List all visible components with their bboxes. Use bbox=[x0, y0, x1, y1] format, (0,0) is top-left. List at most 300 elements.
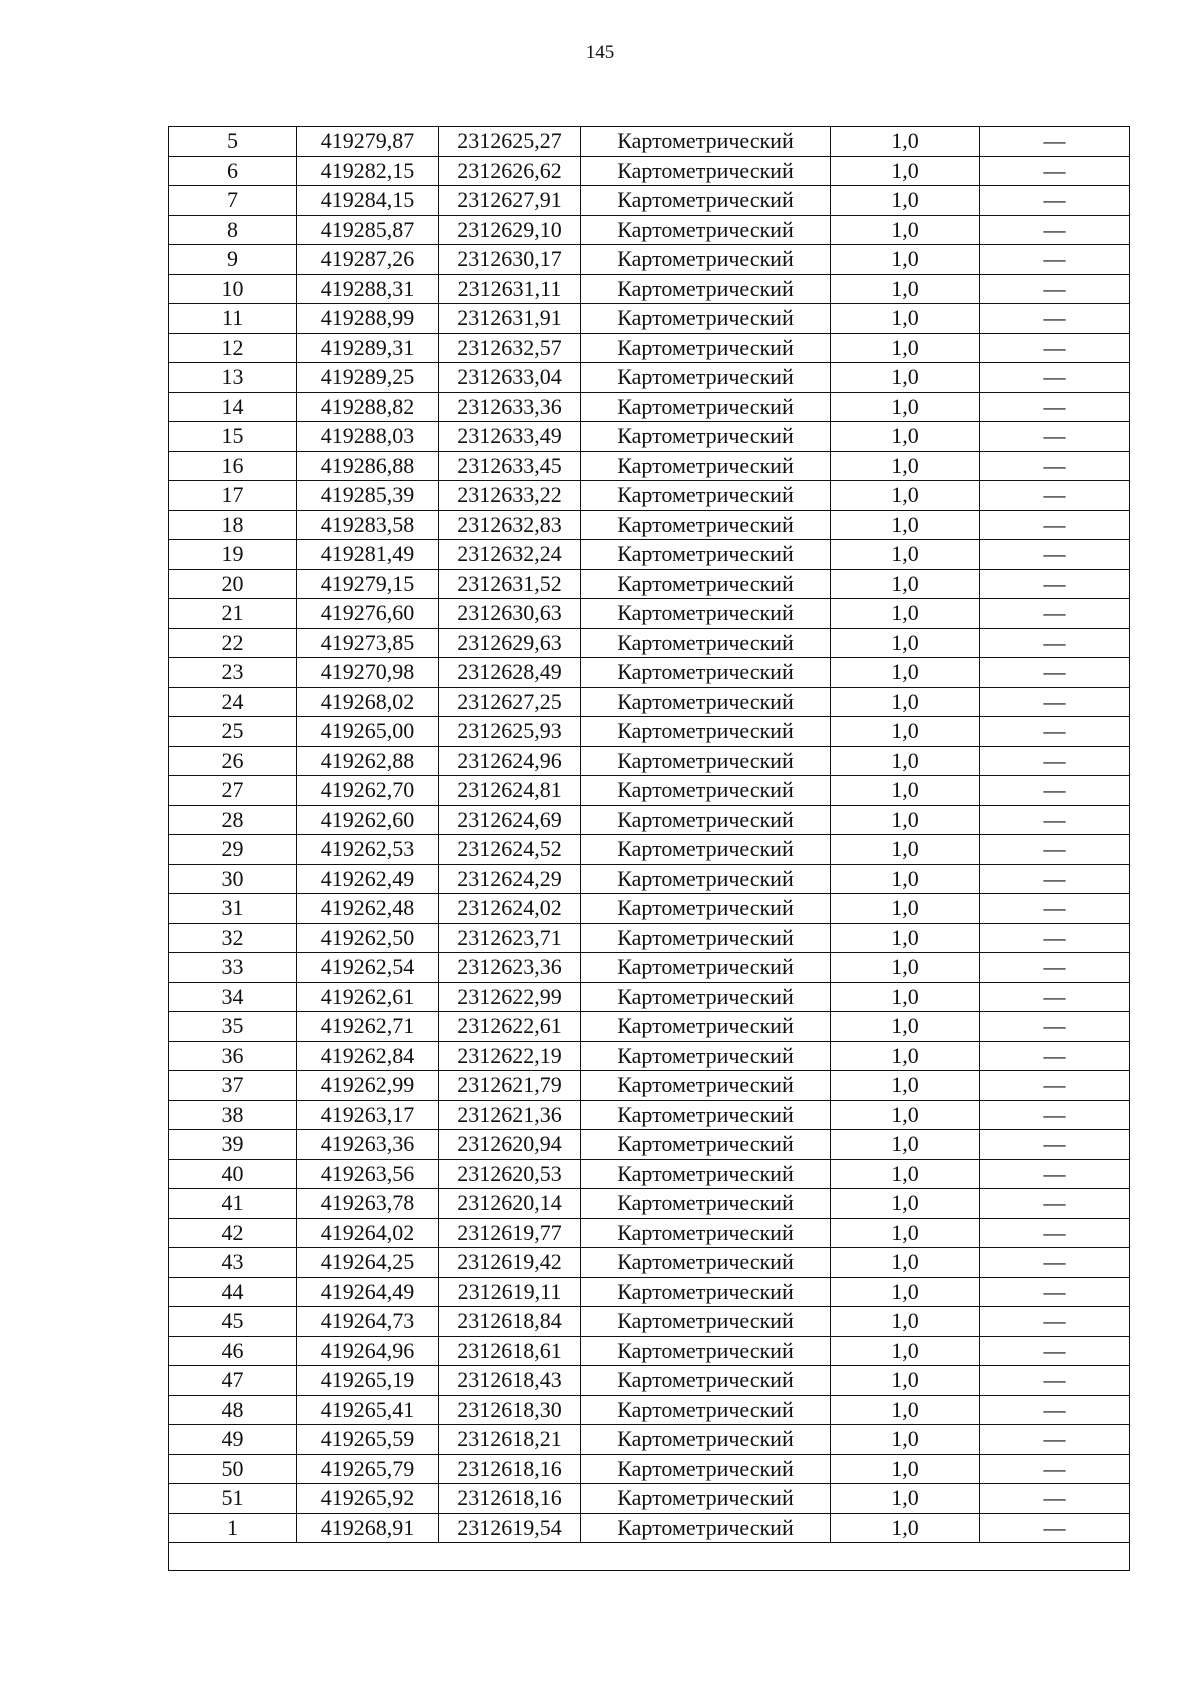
y-coordinate-cell: 2312633,45 bbox=[439, 451, 581, 481]
y-coordinate-cell: 2312633,36 bbox=[439, 392, 581, 422]
table-row bbox=[169, 1071, 1130, 1101]
y-coordinate-cell: 2312630,63 bbox=[439, 599, 581, 629]
x-coordinate-cell: 419264,96 bbox=[297, 1336, 439, 1366]
point-number-cell: 34 bbox=[169, 982, 297, 1012]
y-coordinate-cell: 2312632,24 bbox=[439, 540, 581, 570]
y-coordinate-cell: 2312622,19 bbox=[439, 1041, 581, 1071]
method-cell: Картометрический bbox=[581, 422, 831, 452]
x-coordinate-cell: 419262,70 bbox=[297, 776, 439, 806]
accuracy-cell: 1,0 bbox=[831, 363, 980, 393]
method-cell: Картометрический bbox=[581, 687, 831, 717]
x-coordinate-cell: 419262,71 bbox=[297, 1012, 439, 1042]
accuracy-cell: 1,0 bbox=[831, 687, 980, 717]
method-cell: Картометрический bbox=[581, 1159, 831, 1189]
x-coordinate-cell: 419283,58 bbox=[297, 510, 439, 540]
description-cell: — bbox=[980, 1277, 1130, 1307]
accuracy-cell: 1,0 bbox=[831, 923, 980, 953]
method-cell: Картометрический bbox=[581, 451, 831, 481]
x-coordinate-cell: 419273,85 bbox=[297, 628, 439, 658]
y-coordinate-cell: 2312619,11 bbox=[439, 1277, 581, 1307]
x-coordinate-cell: 419288,31 bbox=[297, 274, 439, 304]
method-cell: Картометрический bbox=[581, 245, 831, 275]
method-cell: Картометрический bbox=[581, 540, 831, 570]
y-coordinate-cell: 2312627,25 bbox=[439, 687, 581, 717]
accuracy-cell: 1,0 bbox=[831, 156, 980, 186]
accuracy-cell: 1,0 bbox=[831, 1395, 980, 1425]
description-cell: — bbox=[980, 245, 1130, 275]
table-row bbox=[169, 1100, 1130, 1130]
point-number-cell: 11 bbox=[169, 304, 297, 334]
method-cell: Картометрический bbox=[581, 599, 831, 629]
method-cell: Картометрический bbox=[581, 746, 831, 776]
point-number-cell: 8 bbox=[169, 215, 297, 245]
description-cell: — bbox=[980, 1248, 1130, 1278]
x-coordinate-cell: 419265,00 bbox=[297, 717, 439, 747]
accuracy-cell: 1,0 bbox=[831, 776, 980, 806]
accuracy-cell: 1,0 bbox=[831, 304, 980, 334]
method-cell: Картометрический bbox=[581, 864, 831, 894]
method-cell: Картометрический bbox=[581, 805, 831, 835]
table-row bbox=[169, 894, 1130, 924]
description-cell: — bbox=[980, 1041, 1130, 1071]
description-cell: — bbox=[980, 1130, 1130, 1160]
accuracy-cell: 1,0 bbox=[831, 215, 980, 245]
point-number-cell: 42 bbox=[169, 1218, 297, 1248]
table-empty-row bbox=[169, 1543, 1130, 1571]
description-cell: — bbox=[980, 510, 1130, 540]
description-cell: — bbox=[980, 746, 1130, 776]
method-cell: Картометрический bbox=[581, 1100, 831, 1130]
accuracy-cell: 1,0 bbox=[831, 392, 980, 422]
description-cell: — bbox=[980, 127, 1130, 157]
y-coordinate-cell: 2312624,69 bbox=[439, 805, 581, 835]
y-coordinate-cell: 2312618,43 bbox=[439, 1366, 581, 1396]
description-cell: — bbox=[980, 805, 1130, 835]
point-number-cell: 50 bbox=[169, 1454, 297, 1484]
table-row bbox=[169, 1012, 1130, 1042]
accuracy-cell: 1,0 bbox=[831, 1307, 980, 1337]
y-coordinate-cell: 2312628,49 bbox=[439, 658, 581, 688]
method-cell: Картометрический bbox=[581, 156, 831, 186]
description-cell: — bbox=[980, 717, 1130, 747]
table-row bbox=[169, 392, 1130, 422]
description-cell: — bbox=[980, 1218, 1130, 1248]
method-cell: Картометрический bbox=[581, 628, 831, 658]
description-cell: — bbox=[980, 599, 1130, 629]
point-number-cell: 46 bbox=[169, 1336, 297, 1366]
method-cell: Картометрический bbox=[581, 1189, 831, 1219]
point-number-cell: 47 bbox=[169, 1366, 297, 1396]
y-coordinate-cell: 2312621,79 bbox=[439, 1071, 581, 1101]
method-cell: Картометрический bbox=[581, 1130, 831, 1160]
y-coordinate-cell: 2312631,91 bbox=[439, 304, 581, 334]
table-row bbox=[169, 1307, 1130, 1337]
y-coordinate-cell: 2312618,30 bbox=[439, 1395, 581, 1425]
x-coordinate-cell: 419265,19 bbox=[297, 1366, 439, 1396]
x-coordinate-cell: 419263,17 bbox=[297, 1100, 439, 1130]
method-cell: Картометрический bbox=[581, 127, 831, 157]
page-number: 145 bbox=[585, 42, 615, 63]
point-number-cell: 20 bbox=[169, 569, 297, 599]
point-number-cell: 28 bbox=[169, 805, 297, 835]
description-cell: — bbox=[980, 1071, 1130, 1101]
description-cell: — bbox=[980, 687, 1130, 717]
x-coordinate-cell: 419263,56 bbox=[297, 1159, 439, 1189]
table-row bbox=[169, 186, 1130, 216]
method-cell: Картометрический bbox=[581, 1395, 831, 1425]
method-cell: Картометрический bbox=[581, 333, 831, 363]
accuracy-cell: 1,0 bbox=[831, 894, 980, 924]
point-number-cell: 27 bbox=[169, 776, 297, 806]
description-cell: — bbox=[980, 1159, 1130, 1189]
table-row bbox=[169, 599, 1130, 629]
point-number-cell: 38 bbox=[169, 1100, 297, 1130]
x-coordinate-cell: 419288,82 bbox=[297, 392, 439, 422]
point-number-cell: 43 bbox=[169, 1248, 297, 1278]
description-cell: — bbox=[980, 1425, 1130, 1455]
table-row bbox=[169, 982, 1130, 1012]
accuracy-cell: 1,0 bbox=[831, 1484, 980, 1514]
y-coordinate-cell: 2312631,52 bbox=[439, 569, 581, 599]
accuracy-cell: 1,0 bbox=[831, 1159, 980, 1189]
method-cell: Картометрический bbox=[581, 1513, 831, 1543]
description-cell: — bbox=[980, 1012, 1130, 1042]
table-row bbox=[169, 304, 1130, 334]
table-row bbox=[169, 746, 1130, 776]
description-cell: — bbox=[980, 1366, 1130, 1396]
accuracy-cell: 1,0 bbox=[831, 451, 980, 481]
point-number-cell: 9 bbox=[169, 245, 297, 275]
description-cell: — bbox=[980, 333, 1130, 363]
coordinates-table bbox=[168, 126, 1130, 1571]
method-cell: Картометрический bbox=[581, 274, 831, 304]
accuracy-cell: 1,0 bbox=[831, 1012, 980, 1042]
method-cell: Картометрический bbox=[581, 1041, 831, 1071]
point-number-cell: 49 bbox=[169, 1425, 297, 1455]
y-coordinate-cell: 2312624,29 bbox=[439, 864, 581, 894]
coordinates-table-body bbox=[169, 127, 1130, 1571]
description-cell: — bbox=[980, 1395, 1130, 1425]
description-cell: — bbox=[980, 1336, 1130, 1366]
method-cell: Картометрический bbox=[581, 392, 831, 422]
x-coordinate-cell: 419262,61 bbox=[297, 982, 439, 1012]
description-cell: — bbox=[980, 215, 1130, 245]
x-coordinate-cell: 419264,73 bbox=[297, 1307, 439, 1337]
point-number-cell: 17 bbox=[169, 481, 297, 511]
accuracy-cell: 1,0 bbox=[831, 1071, 980, 1101]
x-coordinate-cell: 419268,91 bbox=[297, 1513, 439, 1543]
y-coordinate-cell: 2312618,16 bbox=[439, 1454, 581, 1484]
method-cell: Картометрический bbox=[581, 1484, 831, 1514]
x-coordinate-cell: 419279,87 bbox=[297, 127, 439, 157]
method-cell: Картометрический bbox=[581, 1454, 831, 1484]
x-coordinate-cell: 419276,60 bbox=[297, 599, 439, 629]
x-coordinate-cell: 419264,25 bbox=[297, 1248, 439, 1278]
y-coordinate-cell: 2312627,91 bbox=[439, 186, 581, 216]
method-cell: Картометрический bbox=[581, 894, 831, 924]
accuracy-cell: 1,0 bbox=[831, 1100, 980, 1130]
accuracy-cell: 1,0 bbox=[831, 1425, 980, 1455]
accuracy-cell: 1,0 bbox=[831, 1454, 980, 1484]
point-number-cell: 30 bbox=[169, 864, 297, 894]
y-coordinate-cell: 2312618,16 bbox=[439, 1484, 581, 1514]
y-coordinate-cell: 2312622,61 bbox=[439, 1012, 581, 1042]
table-row bbox=[169, 776, 1130, 806]
y-coordinate-cell: 2312618,21 bbox=[439, 1425, 581, 1455]
table-row bbox=[169, 864, 1130, 894]
table-row bbox=[169, 1218, 1130, 1248]
method-cell: Картометрический bbox=[581, 1277, 831, 1307]
y-coordinate-cell: 2312625,93 bbox=[439, 717, 581, 747]
y-coordinate-cell: 2312624,02 bbox=[439, 894, 581, 924]
method-cell: Картометрический bbox=[581, 1307, 831, 1337]
accuracy-cell: 1,0 bbox=[831, 746, 980, 776]
point-number-cell: 35 bbox=[169, 1012, 297, 1042]
description-cell: — bbox=[980, 304, 1130, 334]
x-coordinate-cell: 419262,48 bbox=[297, 894, 439, 924]
accuracy-cell: 1,0 bbox=[831, 1248, 980, 1278]
x-coordinate-cell: 419282,15 bbox=[297, 156, 439, 186]
x-coordinate-cell: 419264,02 bbox=[297, 1218, 439, 1248]
accuracy-cell: 1,0 bbox=[831, 717, 980, 747]
y-coordinate-cell: 2312621,36 bbox=[439, 1100, 581, 1130]
point-number-cell: 7 bbox=[169, 186, 297, 216]
point-number-cell: 22 bbox=[169, 628, 297, 658]
table-row bbox=[169, 923, 1130, 953]
table-row bbox=[169, 422, 1130, 452]
x-coordinate-cell: 419289,25 bbox=[297, 363, 439, 393]
description-cell: — bbox=[980, 835, 1130, 865]
description-cell: — bbox=[980, 628, 1130, 658]
y-coordinate-cell: 2312625,27 bbox=[439, 127, 581, 157]
accuracy-cell: 1,0 bbox=[831, 953, 980, 983]
description-cell: — bbox=[980, 186, 1130, 216]
table-row bbox=[169, 1395, 1130, 1425]
description-cell: — bbox=[980, 953, 1130, 983]
y-coordinate-cell: 2312620,94 bbox=[439, 1130, 581, 1160]
accuracy-cell: 1,0 bbox=[831, 510, 980, 540]
point-number-cell: 13 bbox=[169, 363, 297, 393]
method-cell: Картометрический bbox=[581, 923, 831, 953]
x-coordinate-cell: 419262,54 bbox=[297, 953, 439, 983]
point-number-cell: 36 bbox=[169, 1041, 297, 1071]
table-row bbox=[169, 1248, 1130, 1278]
x-coordinate-cell: 419289,31 bbox=[297, 333, 439, 363]
accuracy-cell: 1,0 bbox=[831, 1218, 980, 1248]
y-coordinate-cell: 2312629,10 bbox=[439, 215, 581, 245]
accuracy-cell: 1,0 bbox=[831, 1513, 980, 1543]
y-coordinate-cell: 2312619,54 bbox=[439, 1513, 581, 1543]
accuracy-cell: 1,0 bbox=[831, 1277, 980, 1307]
point-number-cell: 39 bbox=[169, 1130, 297, 1160]
x-coordinate-cell: 419265,59 bbox=[297, 1425, 439, 1455]
point-number-cell: 31 bbox=[169, 894, 297, 924]
method-cell: Картометрический bbox=[581, 835, 831, 865]
point-number-cell: 33 bbox=[169, 953, 297, 983]
y-coordinate-cell: 2312620,14 bbox=[439, 1189, 581, 1219]
x-coordinate-cell: 419281,49 bbox=[297, 540, 439, 570]
description-cell: — bbox=[980, 540, 1130, 570]
y-coordinate-cell: 2312626,62 bbox=[439, 156, 581, 186]
accuracy-cell: 1,0 bbox=[831, 658, 980, 688]
description-cell: — bbox=[980, 864, 1130, 894]
x-coordinate-cell: 419263,78 bbox=[297, 1189, 439, 1219]
y-coordinate-cell: 2312630,17 bbox=[439, 245, 581, 275]
table-row bbox=[169, 333, 1130, 363]
accuracy-cell: 1,0 bbox=[831, 245, 980, 275]
table-row bbox=[169, 156, 1130, 186]
point-number-cell: 12 bbox=[169, 333, 297, 363]
y-coordinate-cell: 2312631,11 bbox=[439, 274, 581, 304]
method-cell: Картометрический bbox=[581, 1366, 831, 1396]
table-row bbox=[169, 628, 1130, 658]
y-coordinate-cell: 2312632,83 bbox=[439, 510, 581, 540]
accuracy-cell: 1,0 bbox=[831, 1366, 980, 1396]
description-cell: — bbox=[980, 894, 1130, 924]
description-cell: — bbox=[980, 274, 1130, 304]
x-coordinate-cell: 419262,60 bbox=[297, 805, 439, 835]
method-cell: Картометрический bbox=[581, 481, 831, 511]
x-coordinate-cell: 419287,26 bbox=[297, 245, 439, 275]
x-coordinate-cell: 419262,53 bbox=[297, 835, 439, 865]
point-number-cell: 26 bbox=[169, 746, 297, 776]
point-number-cell: 25 bbox=[169, 717, 297, 747]
description-cell: — bbox=[980, 982, 1130, 1012]
method-cell: Картометрический bbox=[581, 304, 831, 334]
x-coordinate-cell: 419265,41 bbox=[297, 1395, 439, 1425]
table-row bbox=[169, 687, 1130, 717]
x-coordinate-cell: 419285,39 bbox=[297, 481, 439, 511]
point-number-cell: 18 bbox=[169, 510, 297, 540]
table-row bbox=[169, 451, 1130, 481]
y-coordinate-cell: 2312624,81 bbox=[439, 776, 581, 806]
table-row bbox=[169, 1484, 1130, 1514]
accuracy-cell: 1,0 bbox=[831, 864, 980, 894]
point-number-cell: 41 bbox=[169, 1189, 297, 1219]
x-coordinate-cell: 419262,49 bbox=[297, 864, 439, 894]
accuracy-cell: 1,0 bbox=[831, 481, 980, 511]
point-number-cell: 44 bbox=[169, 1277, 297, 1307]
description-cell: — bbox=[980, 422, 1130, 452]
table-row bbox=[169, 1041, 1130, 1071]
point-number-cell: 29 bbox=[169, 835, 297, 865]
accuracy-cell: 1,0 bbox=[831, 982, 980, 1012]
point-number-cell: 21 bbox=[169, 599, 297, 629]
y-coordinate-cell: 2312632,57 bbox=[439, 333, 581, 363]
method-cell: Картометрический bbox=[581, 1071, 831, 1101]
description-cell: — bbox=[980, 451, 1130, 481]
method-cell: Картометрический bbox=[581, 982, 831, 1012]
x-coordinate-cell: 419265,79 bbox=[297, 1454, 439, 1484]
y-coordinate-cell: 2312618,84 bbox=[439, 1307, 581, 1337]
x-coordinate-cell: 419279,15 bbox=[297, 569, 439, 599]
method-cell: Картометрический bbox=[581, 186, 831, 216]
table-row bbox=[169, 363, 1130, 393]
point-number-cell: 24 bbox=[169, 687, 297, 717]
table-row bbox=[169, 540, 1130, 570]
y-coordinate-cell: 2312624,96 bbox=[439, 746, 581, 776]
method-cell: Картометрический bbox=[581, 363, 831, 393]
accuracy-cell: 1,0 bbox=[831, 422, 980, 452]
accuracy-cell: 1,0 bbox=[831, 333, 980, 363]
y-coordinate-cell: 2312619,42 bbox=[439, 1248, 581, 1278]
description-cell: — bbox=[980, 776, 1130, 806]
accuracy-cell: 1,0 bbox=[831, 805, 980, 835]
method-cell: Картометрический bbox=[581, 658, 831, 688]
accuracy-cell: 1,0 bbox=[831, 186, 980, 216]
accuracy-cell: 1,0 bbox=[831, 274, 980, 304]
y-coordinate-cell: 2312622,99 bbox=[439, 982, 581, 1012]
table-row bbox=[169, 481, 1130, 511]
empty-cell bbox=[169, 1543, 1130, 1571]
method-cell: Картометрический bbox=[581, 510, 831, 540]
description-cell: — bbox=[980, 1454, 1130, 1484]
table-row bbox=[169, 658, 1130, 688]
description-cell: — bbox=[980, 1513, 1130, 1543]
table-row bbox=[169, 1159, 1130, 1189]
point-number-cell: 19 bbox=[169, 540, 297, 570]
x-coordinate-cell: 419268,02 bbox=[297, 687, 439, 717]
method-cell: Картометрический bbox=[581, 717, 831, 747]
method-cell: Картометрический bbox=[581, 953, 831, 983]
y-coordinate-cell: 2312633,04 bbox=[439, 363, 581, 393]
table-row bbox=[169, 127, 1130, 157]
accuracy-cell: 1,0 bbox=[831, 1189, 980, 1219]
point-number-cell: 48 bbox=[169, 1395, 297, 1425]
method-cell: Картометрический bbox=[581, 776, 831, 806]
method-cell: Картометрический bbox=[581, 1425, 831, 1455]
y-coordinate-cell: 2312633,49 bbox=[439, 422, 581, 452]
accuracy-cell: 1,0 bbox=[831, 628, 980, 658]
method-cell: Картометрический bbox=[581, 1218, 831, 1248]
method-cell: Картометрический bbox=[581, 569, 831, 599]
y-coordinate-cell: 2312618,61 bbox=[439, 1336, 581, 1366]
y-coordinate-cell: 2312629,63 bbox=[439, 628, 581, 658]
table-row bbox=[169, 510, 1130, 540]
description-cell: — bbox=[980, 156, 1130, 186]
accuracy-cell: 1,0 bbox=[831, 127, 980, 157]
table-row bbox=[169, 717, 1130, 747]
table-row bbox=[169, 569, 1130, 599]
description-cell: — bbox=[980, 658, 1130, 688]
method-cell: Картометрический bbox=[581, 215, 831, 245]
y-coordinate-cell: 2312623,71 bbox=[439, 923, 581, 953]
y-coordinate-cell: 2312623,36 bbox=[439, 953, 581, 983]
table-row bbox=[169, 1513, 1130, 1543]
x-coordinate-cell: 419284,15 bbox=[297, 186, 439, 216]
method-cell: Картометрический bbox=[581, 1248, 831, 1278]
table-row bbox=[169, 1189, 1130, 1219]
accuracy-cell: 1,0 bbox=[831, 569, 980, 599]
description-cell: — bbox=[980, 392, 1130, 422]
accuracy-cell: 1,0 bbox=[831, 835, 980, 865]
point-number-cell: 10 bbox=[169, 274, 297, 304]
point-number-cell: 45 bbox=[169, 1307, 297, 1337]
table-row bbox=[169, 805, 1130, 835]
x-coordinate-cell: 419263,36 bbox=[297, 1130, 439, 1160]
table-row bbox=[169, 274, 1130, 304]
table-row bbox=[169, 215, 1130, 245]
y-coordinate-cell: 2312633,22 bbox=[439, 481, 581, 511]
table-row bbox=[169, 1425, 1130, 1455]
x-coordinate-cell: 419288,03 bbox=[297, 422, 439, 452]
accuracy-cell: 1,0 bbox=[831, 1041, 980, 1071]
table-row bbox=[169, 1277, 1130, 1307]
point-number-cell: 1 bbox=[169, 1513, 297, 1543]
point-number-cell: 6 bbox=[169, 156, 297, 186]
y-coordinate-cell: 2312620,53 bbox=[439, 1159, 581, 1189]
method-cell: Картометрический bbox=[581, 1336, 831, 1366]
